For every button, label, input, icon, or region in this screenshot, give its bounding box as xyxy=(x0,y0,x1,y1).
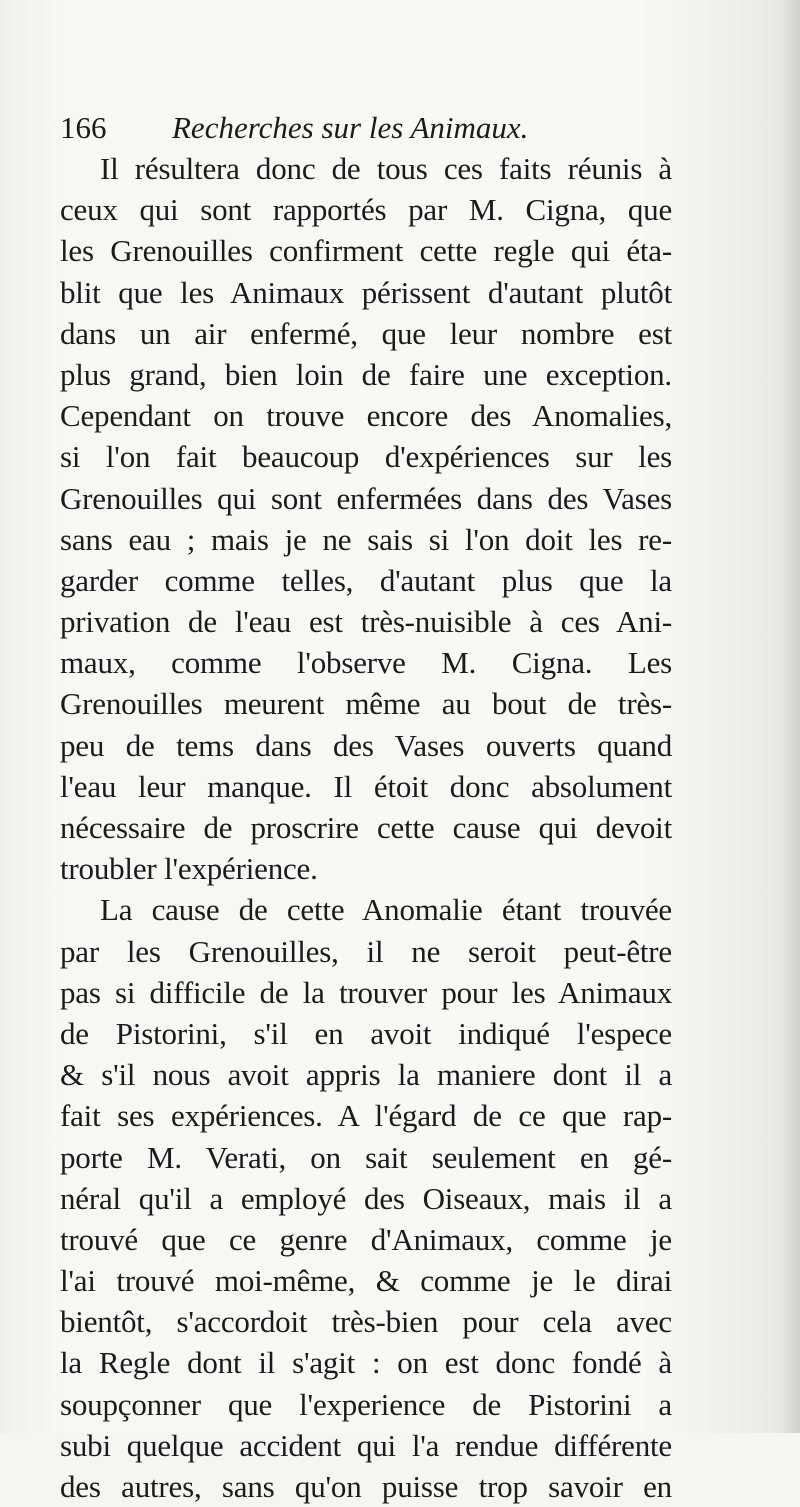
text-line: & s'il nous avoit appris la maniere dont il a xyxy=(60,1057,672,1093)
body-text xyxy=(60,148,672,1507)
text-line: garder comme telles, d'autant plus que la xyxy=(60,562,672,598)
text-line: l'eau leur manque. Il étoit donc absolument xyxy=(60,768,672,804)
text-line: pas si difficile de la trouver pour les Animaux xyxy=(60,974,672,1010)
text-line: néral qu'il a employé des Oiseaux, mais il a xyxy=(60,1180,672,1216)
running-head xyxy=(60,108,700,148)
text-line: privation de l'eau est très-nuisible à ces Ani- xyxy=(60,604,672,640)
text-line: Cependant on trouve encore des Anomalies, xyxy=(60,398,672,434)
text-line: nécessaire de proscrire cette cause qui devoit xyxy=(60,810,672,845)
text-line: porte M. Verati, on sait seulement en gé- xyxy=(60,1139,672,1175)
page-number: 166 xyxy=(60,110,107,145)
text-line: la Regle dont il s'agit : on est donc fondé à xyxy=(60,1345,672,1381)
text-line: fait ses expériences. A l'égard de ce que rap- xyxy=(60,1098,672,1134)
text-line: troubler l'expérience. xyxy=(60,851,318,887)
text-line: maux, comme l'observe M. Cigna. Les xyxy=(60,645,672,681)
text-line: par les Grenouilles, il ne seroit peut-être xyxy=(60,933,672,969)
text-line: soupçonner que l'experience de Pistorini a xyxy=(60,1386,672,1422)
text-line: blit que les Animaux périssent d'autant plutôt xyxy=(60,274,672,310)
text-line: des autres, sans qu'on puisse trop savoir en xyxy=(60,1469,672,1504)
text-line: dans un air enfermé, que leur nombre est xyxy=(60,315,672,351)
text-line: sans eau ; mais je ne sais si l'on doit les re- xyxy=(60,521,672,557)
text-line: si l'on fait beaucoup d'expériences sur les xyxy=(60,439,672,475)
text-line: ceux qui sont rapportés par M. Cigna, que xyxy=(60,192,672,228)
text-line: subi quelque accident qui l'a rendue différente xyxy=(60,1427,672,1463)
text-line: bientôt, s'accordoit très-bien pour cela avec xyxy=(60,1304,672,1340)
text-line: l'ai trouvé moi-même, & comme je le dirai xyxy=(60,1263,672,1299)
text-line: les Grenouilles confirment cette regle qui éta- xyxy=(60,233,672,269)
text-line: plus grand, bien loin de faire une exception. xyxy=(60,356,672,392)
text-line: Grenouilles qui sont enfermées dans des Vases xyxy=(60,480,672,516)
text-line: Il résultera donc de tous ces faits réunis à xyxy=(100,151,672,186)
page-edge-shadow xyxy=(782,0,800,1433)
text-line: peu de tems dans des Vases ouverts quand xyxy=(60,727,672,763)
text-line: de Pistorini, s'il en avoit indiqué l'espece xyxy=(60,1015,672,1051)
text-line: La cause de cette Anomalie étant trouvée xyxy=(100,892,672,928)
text-line: Grenouilles meurent même au bout de très- xyxy=(60,686,672,722)
running-title: Recherches sur les Animaux. xyxy=(172,110,529,145)
text-line: trouvé que ce genre d'Animaux, comme je xyxy=(60,1221,672,1257)
